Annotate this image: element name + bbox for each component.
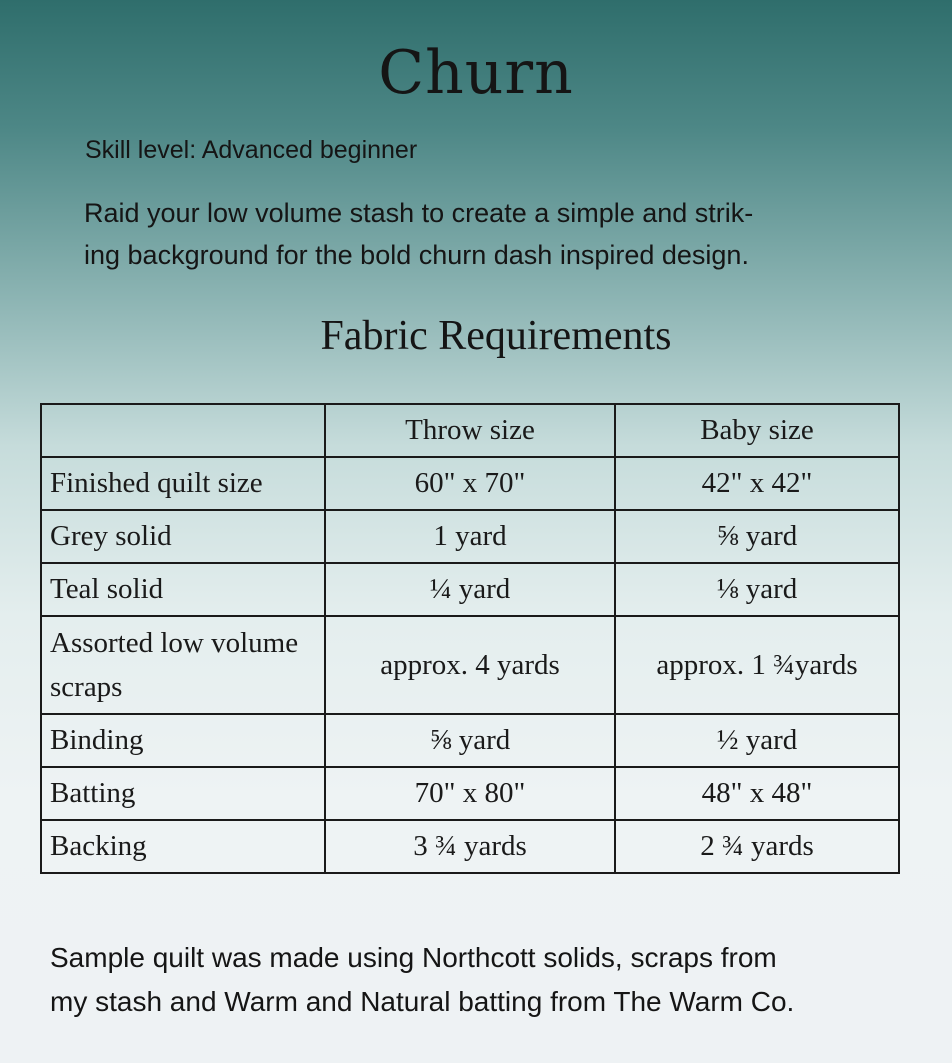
throw-value: 70" x 80" — [325, 767, 615, 820]
intro-paragraph — [84, 192, 864, 276]
footer-note — [50, 936, 930, 1024]
throw-value: ¼ yard — [325, 563, 615, 616]
table-row — [41, 714, 899, 767]
row-label: Teal solid — [41, 563, 325, 616]
footer-line: my stash and Warm and Natural batting from The Warm Co. — [50, 986, 795, 1017]
throw-value: ⅝ yard — [325, 714, 615, 767]
pattern-title: Churn — [378, 38, 574, 108]
table-row — [41, 820, 899, 873]
row-label: Assorted low volume scraps — [41, 616, 325, 714]
skill-level: Skill level: Advanced beginner — [85, 136, 418, 164]
row-label: Finished quilt size — [41, 457, 325, 510]
baby-value: 42" x 42" — [615, 457, 899, 510]
table-row — [41, 767, 899, 820]
table-row — [41, 457, 899, 510]
baby-value: ⅝ yard — [615, 510, 899, 563]
table-header-row — [41, 404, 899, 457]
throw-value: 1 yard — [325, 510, 615, 563]
table-row — [41, 510, 899, 563]
baby-value: 2 ¾ yards — [615, 820, 899, 873]
header-cell-baby: Baby size — [615, 404, 899, 457]
row-label: Grey solid — [41, 510, 325, 563]
row-label: Batting — [41, 767, 325, 820]
throw-value: approx. 4 yards — [325, 616, 615, 714]
baby-value: 48" x 48" — [615, 767, 899, 820]
section-title: Fabric Requirements — [320, 313, 672, 359]
header-cell — [41, 404, 325, 457]
baby-value: ⅛ yard — [615, 563, 899, 616]
intro-line: ing background for the bold churn dash inspired design. — [84, 240, 749, 270]
table-row — [41, 616, 899, 714]
throw-value: 3 ¾ yards — [325, 820, 615, 873]
table-row — [41, 563, 899, 616]
throw-value: 60" x 70" — [325, 457, 615, 510]
header-cell-throw: Throw size — [325, 404, 615, 457]
intro-line: Raid your low volume stash to create a simple and strik- — [84, 198, 754, 228]
row-label: Binding — [41, 714, 325, 767]
baby-value: ½ yard — [615, 714, 899, 767]
row-label: Backing — [41, 820, 325, 873]
baby-value: approx. 1 ¾yards — [615, 616, 899, 714]
footer-line: Sample quilt was made using Northcott solids, scraps from — [50, 942, 777, 973]
fabric-requirements-table — [40, 403, 900, 874]
